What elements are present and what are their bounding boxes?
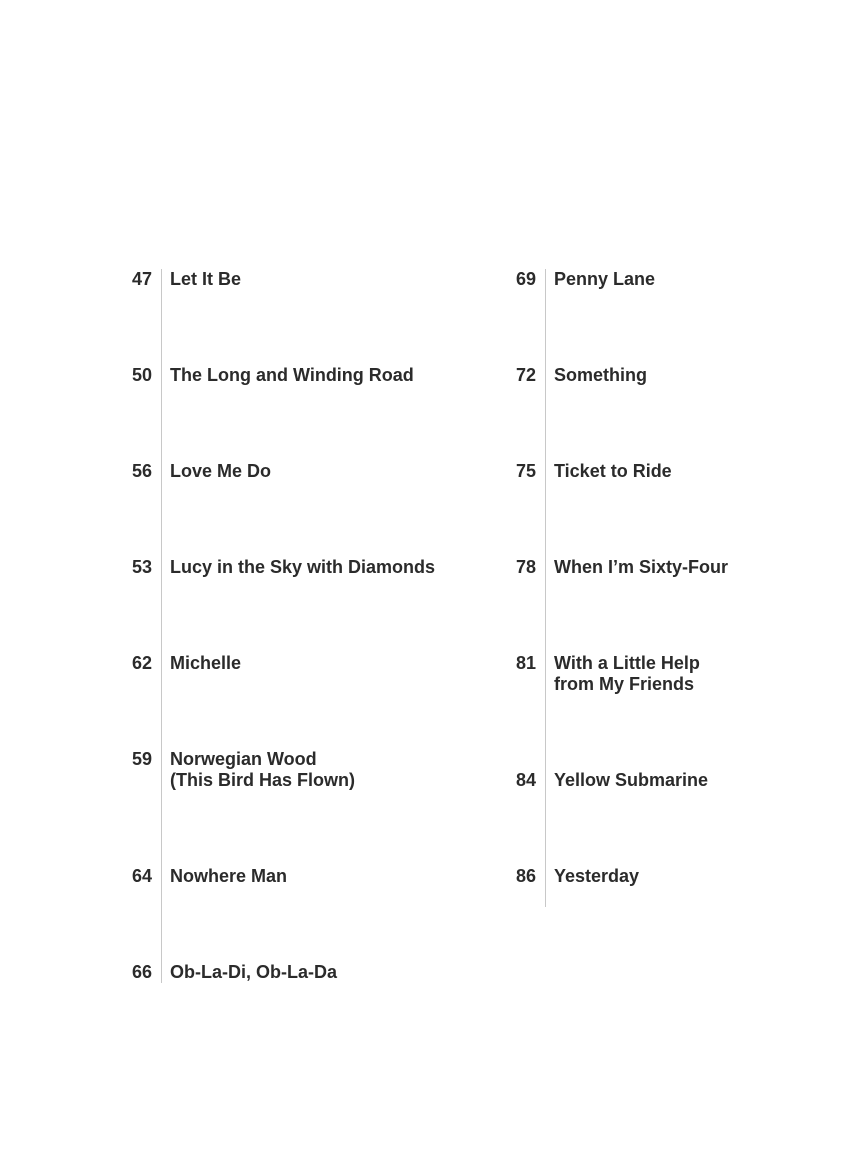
toc-entry[interactable]	[100, 461, 271, 482]
song-title: The Long and Winding Road	[170, 365, 414, 385]
page-number: 84	[515, 770, 536, 790]
song-title: With a Little Help from My Friends	[554, 653, 700, 694]
page-number: 56	[131, 461, 152, 481]
song-title: Yesterday	[554, 866, 640, 886]
toc-entry[interactable]	[100, 653, 241, 674]
song-title: Norwegian Wood (This Bird Has Flown)	[170, 749, 356, 790]
toc-entry[interactable]	[484, 461, 672, 482]
song-title: Yellow Submarine	[554, 770, 709, 790]
page-number: 86	[515, 866, 536, 886]
page-number: 66	[131, 962, 152, 982]
song-title: Ob-La-Di, Ob-La-Da	[170, 962, 337, 982]
toc-entry[interactable]	[484, 365, 647, 386]
song-title: Michelle	[170, 653, 242, 673]
song-title: Something	[554, 365, 647, 385]
song-title: Let It Be	[170, 269, 242, 289]
page-number: 64	[131, 866, 152, 886]
song-title: When I’m Sixty-Four	[554, 557, 729, 577]
page-number: 81	[515, 653, 536, 673]
page-number: 78	[515, 557, 536, 577]
toc-entry[interactable]	[484, 269, 655, 290]
toc-entry[interactable]	[484, 770, 708, 791]
page-number: 50	[131, 365, 152, 385]
song-title: Lucy in the Sky with Diamonds	[170, 557, 436, 577]
page-number: 75	[515, 461, 536, 481]
toc-entry[interactable]	[484, 653, 700, 695]
toc-entry[interactable]	[100, 269, 241, 290]
song-title: Love Me Do	[170, 461, 272, 481]
song-title: Nowhere Man	[170, 866, 288, 886]
page-number: 53	[131, 557, 152, 577]
toc-entry[interactable]	[484, 557, 728, 578]
song-title: Penny Lane	[554, 269, 656, 289]
toc-entry[interactable]	[100, 557, 435, 578]
page-number: 72	[515, 365, 536, 385]
toc-entry[interactable]	[100, 962, 337, 983]
page-number: 62	[131, 653, 152, 673]
page-number: 59	[131, 749, 152, 769]
page-number: 47	[131, 269, 152, 289]
toc-entry[interactable]	[484, 866, 639, 887]
toc-entry[interactable]	[100, 749, 355, 791]
toc-entry[interactable]	[100, 866, 287, 887]
page-number: 69	[515, 269, 536, 289]
toc-entry[interactable]	[100, 365, 414, 386]
song-title: Ticket to Ride	[554, 461, 672, 481]
